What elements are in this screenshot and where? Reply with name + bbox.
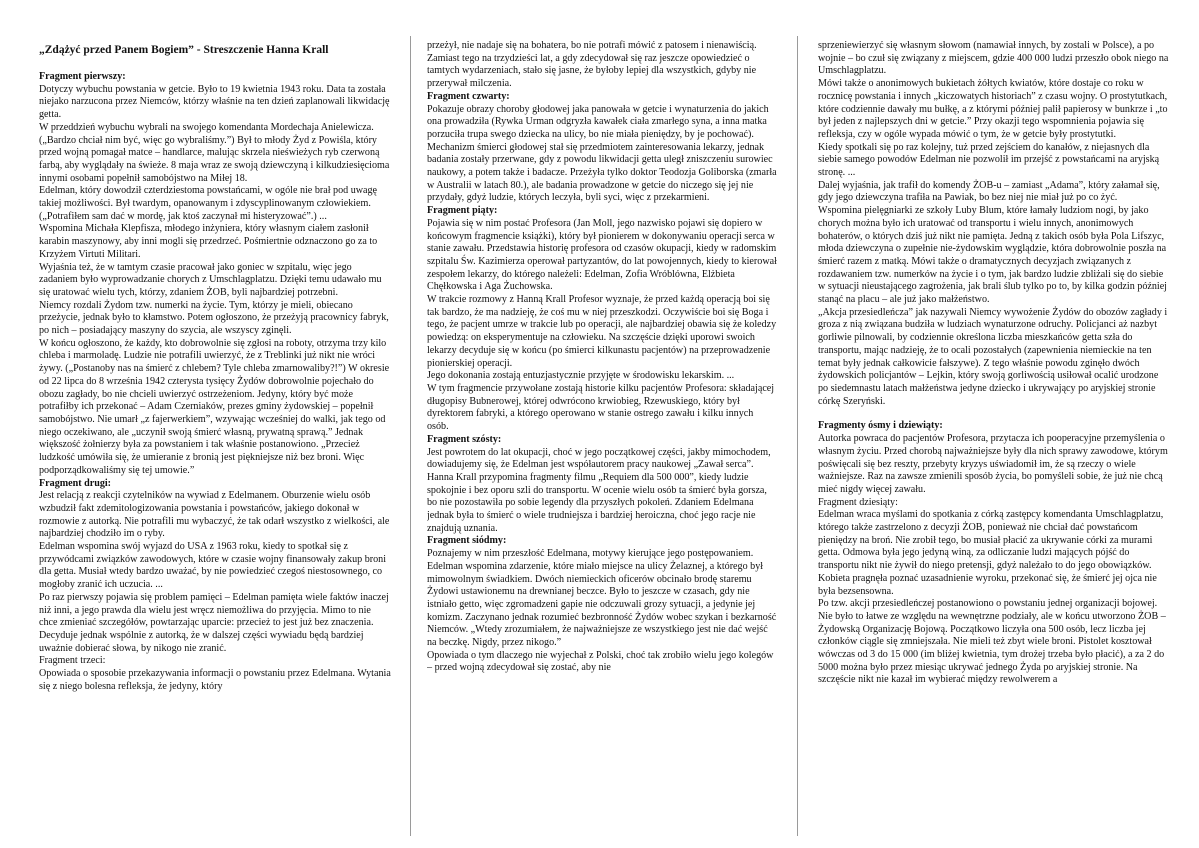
paragraph: Jego dokonania zostają entuzjastycznie przyjęte w środowisku lekarskim. ...: [427, 370, 735, 382]
paragraph: przeżył, nie nadaje się na bohatera, bo nie potrafi mówić z patosem i nienawiścią. Zamiast tego na trzydzieści lat, a gdy zdecydował się raz jeszcze opowiedzieć o tamtych wydarzeniach, stało się jasne, że byłoby lepiej dla wszystkich, gdyby nie przerywał milczenia.: [427, 40, 757, 90]
column-divider-2: [797, 36, 798, 836]
text-column-3: [818, 40, 1170, 830]
column-3-body: [818, 40, 1170, 687]
paragraph: Kiedy spotkali się po raz kolejny, tuż przed zejściem do kanałów, z niejasnych dla siebie samego powodów Edelman nie pozwolił im przejść z powstańcami na aryjską stronę. ...: [818, 141, 1160, 179]
paragraph: Mówi także o anonimowych bukietach żółtych kwiatów, które dostaje co roku w rocznicę powstania i innych „kiczowatych historiach” z czasu wojny. O prostytutkach, które codziennie dawały mu bułkę, a z którymi później palił papierosy w bunkrze i „to był jeden z najlepszych dni w getcie.” Przy okazji tego wspomnienia pojawia się refleksja, czy w ogóle wypada mówić o tym, że w getcie były prostytutki.: [818, 78, 1168, 140]
text-column-1: [39, 40, 391, 830]
paragraph: Fragment dziesiąty:: [818, 496, 898, 508]
fragment-heading: Fragment szósty:: [427, 433, 502, 445]
paragraph: sprzeniewierzyć się własnym słowom (namawiał innych, by zostali w Polsce), a po wojnie – bo czuł się związany z miejscem, gdzie 400 000 ludzi przeszło obok niego na Umschlagplatzu.: [818, 40, 1169, 77]
column-divider-1: [410, 36, 411, 836]
paragraph: Pojawia się w nim postać Profesora (Jan Moll, jego nazwisko pojawi się dopiero w końcowym fragmencie książki), który był pionierem w dokonywaniu operacji serca w stanie zawału. Przedstawia historię profesora od czasów okupacji, kiedy w radomskim szpitalu Św. Kazimierza operował partyzantów, do lat powojennych, kiedy to kierował zespołem lekarzy, do którego należeli: Edelman, Zofia Wróblówna, Elżbieta Chęłkowska i Aga Żuchowska.: [427, 217, 777, 293]
paragraph: Autorka powraca do pacjentów Profesora, przytacza ich pooperacyjne przemyślenia o własnym życiu. Przed chorobą najważniejsze były dla nich sprawy zawodowe, którym poświęcali się bez reszty, przebyty kryzys uświadomił im, że są rzeczy o wiele ważniejsze. Raz na zawsze zmienili sposób życia, bo pomyśleli sobie, że już nie chcą mieć nigdy więcej zawału.: [818, 433, 1168, 495]
paragraph: Wspomina pielęgniarki ze szkoły Luby Blum, które łamały ludziom nogi, by jako chorych można było ich uratować od transportu i wielu innych, anonimowych bohaterów, o których dziś już nikt nie pamięta. Jedną z takich osób była Pola Lifszyc, młoda dziewczyna o zupełnie nie-żydowskim wyglądzie, która dobrowolnie poszła na śmierć razem z matką. Mówi także o dramatycznych decyzjach związanych z rozdawaniem tzw. numerków na życie i o tym, jak bardzo ludzie zbliżali się do siebie w sytuacji nieustającego zagrożenia, jak brali ślub tylko po to, by kilka godzin później stanąć na placu – ale już jako małżeństwo.: [818, 205, 1167, 306]
paragraph: Wspomina Michała Klepfisza, młodego inżyniera, który własnym ciałem zasłonił karabin maszynowy, aby inni mogli się przedrzeć. Pośmiertnie odznaczono go za to Krzyżem Virtuti Militari.: [39, 223, 378, 260]
paragraph: Niemcy rozdali Żydom tzw. numerki na życie. Tym, którzy je mieli, obiecano przeżycie, jednak było to kłamstwo. Potem ogłoszono, że przeżyją pracownicy fabryk, po nich – posiadający maszyny do szycia, ale wszyscy zginęli.: [39, 299, 389, 337]
paragraph: Fragment trzeci:: [39, 655, 106, 667]
document-title: „Zdążyć przed Panem Bogiem” - Streszczenie Hanna Krall: [39, 44, 329, 56]
fragment-heading: Fragmenty ósmy i dziewiąty:: [818, 420, 943, 432]
column-2-body: [427, 40, 777, 675]
paragraph: Dalej wyjaśnia, jak trafił do komendy ŻOB-u – zamiast „Adama”, który załamał się, gdy jego dziewczyna trafiła na Pawiak, bo bez niej nie miał już po co żyć.: [818, 179, 1160, 204]
paragraph: Poznajemy w nim przeszłość Edelmana, motywy kierujące jego postępowaniem.: [427, 548, 754, 560]
column-1-body: [39, 71, 391, 693]
paragraph: Edelman wspomina zdarzenie, które miało miejsce na ulicy Żelaznej, a którego był mimowolnym świadkiem. Dwóch niemieckich oficerów obcinało brodę staremu Żydowi ustawionemu na drewnianej beczce. Było to jeszcze w czasach, gdy nie istniało getto, więc zgromadzeni gapie nie odczuwali grozy sytuacji, a jedynie jej komizm. Zaczynano jednak rozumieć bezbronność Żydów wobec szykan i bezkarność Niemców. „Wtedy zrozumiałem, że najważniejsze ze wszystkiego jest nie dać wejść na beczkę. Nigdy, przez nikogo.”: [427, 560, 777, 649]
paragraph: Hanna Krall przypomina fragmenty filmu „Requiem dla 500 000”, kiedy ludzie spokojnie i bez oporu szli do transportu. W ocenie wielu osób ta śmierć była gorsza, bo nie pozostawiła po sobie legendy dla przyszłych pokoleń. Zdaniem Edelmana jednak była to śmierć o wiele trudniejsza i bardziej heroiczna, choć jego racje nie znajdują uznania.: [427, 471, 767, 534]
paragraph: „Akcja przesiedleńcza” jak nazywali Niemcy wywożenie Żydów do obozów zagłady i groza z nią związana budziła w ludziach wynaturzone odruchy. Policjanci aż nazbyt gorliwie pilnowali, by codziennie określona liczba mieszkańców getta szła do transportu, mając nadzieję, że to ocali pozostałych (zapewnienia niemieckie na ten temat były jednak całkowicie fałszywe). Z tego właśnie powodu zginęło dwóch żydowskich policjantów – Lejkin, który swoją gorliwością usiłował ocalić urodzone po siedemnastu latach małżeństwa jedyne dziecko i ukrywający po aryjskiej stronie córkę Szeryński.: [818, 306, 1168, 407]
paragraph: Opowiada o sposobie przekazywania informacji o powstaniu przez Edelmana. Wytania się z niego bolesna refleksja, że jedyny, który: [39, 668, 391, 692]
fragment-heading: Fragment czwarty:: [427, 90, 510, 102]
paragraph: Po raz pierwszy pojawia się problem pamięci – Edelman pamięta wiele faktów inaczej niż inni, a jego prawda dla wielu jest wręcz niemożliwa do przyjęcia. Mimo to nie chce zmieniać szczegółów, powtarzając uparcie: przecież to jest już bez znaczenia. Decyduje jednak wspólnie z autorką, że w dalszej części wywiadu będą bardziej uważnie dobierać słowa, by nikogo nie zranić.: [39, 591, 389, 654]
paragraph: Wyjaśnia też, że w tamtym czasie pracował jako goniec w szpitalu, więc jego zadaniem było wyprowadzanie chorych z Umschlagplatzu. Dzięki temu udawało mu się uratować wielu tych, którzy, zdaniem ŻOB, byli najbardziej potrzebni.: [39, 261, 382, 298]
paragraph: W przeddzień wybuchu wybrali na swojego komendanta Mordechaja Anielewicza. („Bardzo chciał nim być, więc go wybraliśmy.”) Był to młody Żyd z Powiśla, który przed wojną pomagał matce – handlarce, malując skrzela nieświeżych ryb czerwoną farbą, aby wyglądały na świeże. 8 maja wraz ze swoją dziewczyną i kilkudziesięcioma innymi osobami popełnił samobójstwo na Miłej 18.: [39, 121, 390, 184]
paragraph: Edelman wspomina swój wyjazd do USA z 1963 roku, kiedy to spotkał się z przywódcami związków zawodowych, które w czasie wojny finansowały zakup broni dla getta. Musiał wtedy bardzo uważać, by nie powiedzieć czegoś niestosownego, co mogłoby zranić ich uczucia. ...: [39, 541, 386, 591]
paragraph: Edelman, który dowodził czterdziestoma powstańcami, w ogóle nie brał pod uwagę takiej możliwości. Był twardym, opanowanym i zdyscyplinowanym człowiekiem. („Potrafiłem sam dać w mordę, jak ktoś zaczynał mi histeryzować”.) ...: [39, 185, 378, 222]
paragraph: Edelman wraca myślami do spotkania z córką zastępcy komendanta Umschlagplatzu, którego także zastrzelono z decyzji ŻOB, ponieważ nie chciał dać powstańcom pieniędzy na broń. Nie zrobił tego, bo musiał płacić za ukrywanie córki za murami getta. Odmowa była jego jedyną winą, za odliczanie ludzi mających pójść do transportu nikt nie żywił do niego pretensji, gdyż należało to do jego obowiązków. Kobieta pragnęła poznać uzasadnienie wyroku, przekonać się, że śmierć jej ojca nie była bezsensowna.: [818, 509, 1164, 597]
paragraph: Po tzw. akcji przesiedleńczej postanowiono o powstaniu jednej organizacji bojowej. Nie było to łatwe ze względu na wewnętrzne podziały, ale w końcu utworzono ŻOB – Żydowską Organizację Bojową. Początkowo liczyła ona 500 osób, lecz liczba jej członków ciągle się zmniejszała. Nie mieli też zbyt wiele broni. Pistolet kosztował wówczas od 3 do 15 000 (im bliżej kwietnia, tym drożej trzeba było płacić), a za 2 do 5000 można było przez miesiąc ukrywać jednego Żyda po aryjskiej stronie. Na szczęście nikt nie kazał im wybierać między rewolwerem a: [818, 598, 1166, 686]
text-column-2: [427, 40, 777, 830]
fragment-heading: Fragment piąty:: [427, 205, 498, 217]
fragment-heading: Fragment pierwszy:: [39, 71, 126, 82]
fragment-heading: Fragment drugi:: [39, 477, 112, 489]
paragraph: Pokazuje obrazy choroby głodowej jaka panowała w getcie i wynaturzenia do jakich ona prowadziła (Rywka Urman odgryzła kawałek ciała zmarłego syna, a inna matka porzuciła trupa swego dziecka na ulicy, bo nie miała pieniędzy, by je pochować). Mechanizm śmierci głodowej stał się przedmiotem zainteresowania lekarzy, jednak badania zostały przerwane, gdy z powodu likwidacji getta uległ zniszczeniu surowiec naukowy, a potem także i badacze. Przeżyła tylko doktor Teodozja Goliborska (zmarła w Australii w latach 80.), ale badania prowadzone w getcie do niczego się jej nie przydały, gdyż ludzie, których leczyła, byli syci, więc z przekarmieni.: [427, 103, 777, 204]
paragraph: Jest relacją z reakcji czytelników na wywiad z Edelmanem. Oburzenie wielu osób wzbudził fakt zdemitologizowania powstania i powstańców, jakiego dokonał w rozmowie z autorką. Nie potrafili mu wybaczyć, że tak odarł wszystko z wielkości, ale najbardziej chodziło im o ryby.: [39, 490, 390, 540]
paragraph: W tym fragmencie przywołane zostają historie kilku pacjentów Profesora: składającej długopisy Bubnerowej, której odwrócono krwiobieg, Rzewuskiego, który był dyrektorem fabryki, a którego operowano w stanie ostrego zawału i kilku innych osób.: [427, 382, 775, 433]
paragraph: W końcu ogłoszono, że każdy, kto dobrowolnie się zgłosi na roboty, otrzyma trzy kilo chleba i marmoladę. Ludzie nie potrafili uwierzyć, że z Treblinki już nikt nie wróci żywy. („Postanoby nas na śmierć z chlebem? Tyle chleba zmarnowaliby?!”) W okresie od 22 lipca do 8 września 1942 czterysta tysięcy Żydów dobrowolnie pojechało do obozu zagłady, bo nie chcieli uwierzyć ostrzeżeniom. Jedyny, który być może potrafiłby ich przekonać – Adam Czerniaków, prezes gminy żydowskiej – popełnił samobójstwo. Nie umarł „z fajerwerkiem”, wzywając wcześniej do walki, jak tego od niego oczekiwano, ale „uczynił swoją śmierć własną, prywatną sprawą.” Jednak większość żołnierzy była za powstaniem i tak właśnie postanowiono. „Przecież ludzkość umówiła się, że umieranie z bronią jest piękniejsze niż bez broni. Więc podporządkowaliśmy się tej umowie.”: [39, 337, 390, 476]
paragraph: Jest powrotem do lat okupacji, choć w jego początkowej części, jakby mimochodem, dowiadujemy się, że Edelman jest współautorem pracy naukowej „Zawał serca”.: [427, 446, 771, 471]
paragraph: W trakcie rozmowy z Hanną Krall Profesor wyznaje, że przed każdą operacją boi się tak bardzo, że ma nadzieję, że coś mu w niej przeszkodzi. Oczywiście boi się Boga i tego, że pacjent umrze w trakcie lub po operacji, ale najbardziej obawia się że koledzy powiedzą: on eksperymentuje na człowieku. Na szczęście dzięki uporowi swoich lekarzy decyduje się w końcu (po śmierci kilkunastu pacjentów) na przeprowadzenie pionierskiej operacji.: [427, 294, 777, 369]
fragment-heading: Fragment siódmy:: [427, 535, 507, 547]
paragraph: Dotyczy wybuchu powstania w getcie. Było to 19 kwietnia 1943 roku. Data ta została niejako narzucona przez Niemców, którzy właśnie na ten dzień zaplanowali likwidację getta.: [39, 83, 390, 121]
paragraph: Opowiada o tym dlaczego nie wyjechał z Polski, choć tak zrobiło wielu jego kolegów – przed wojną zdecydował się zostać, aby nie: [427, 649, 774, 674]
